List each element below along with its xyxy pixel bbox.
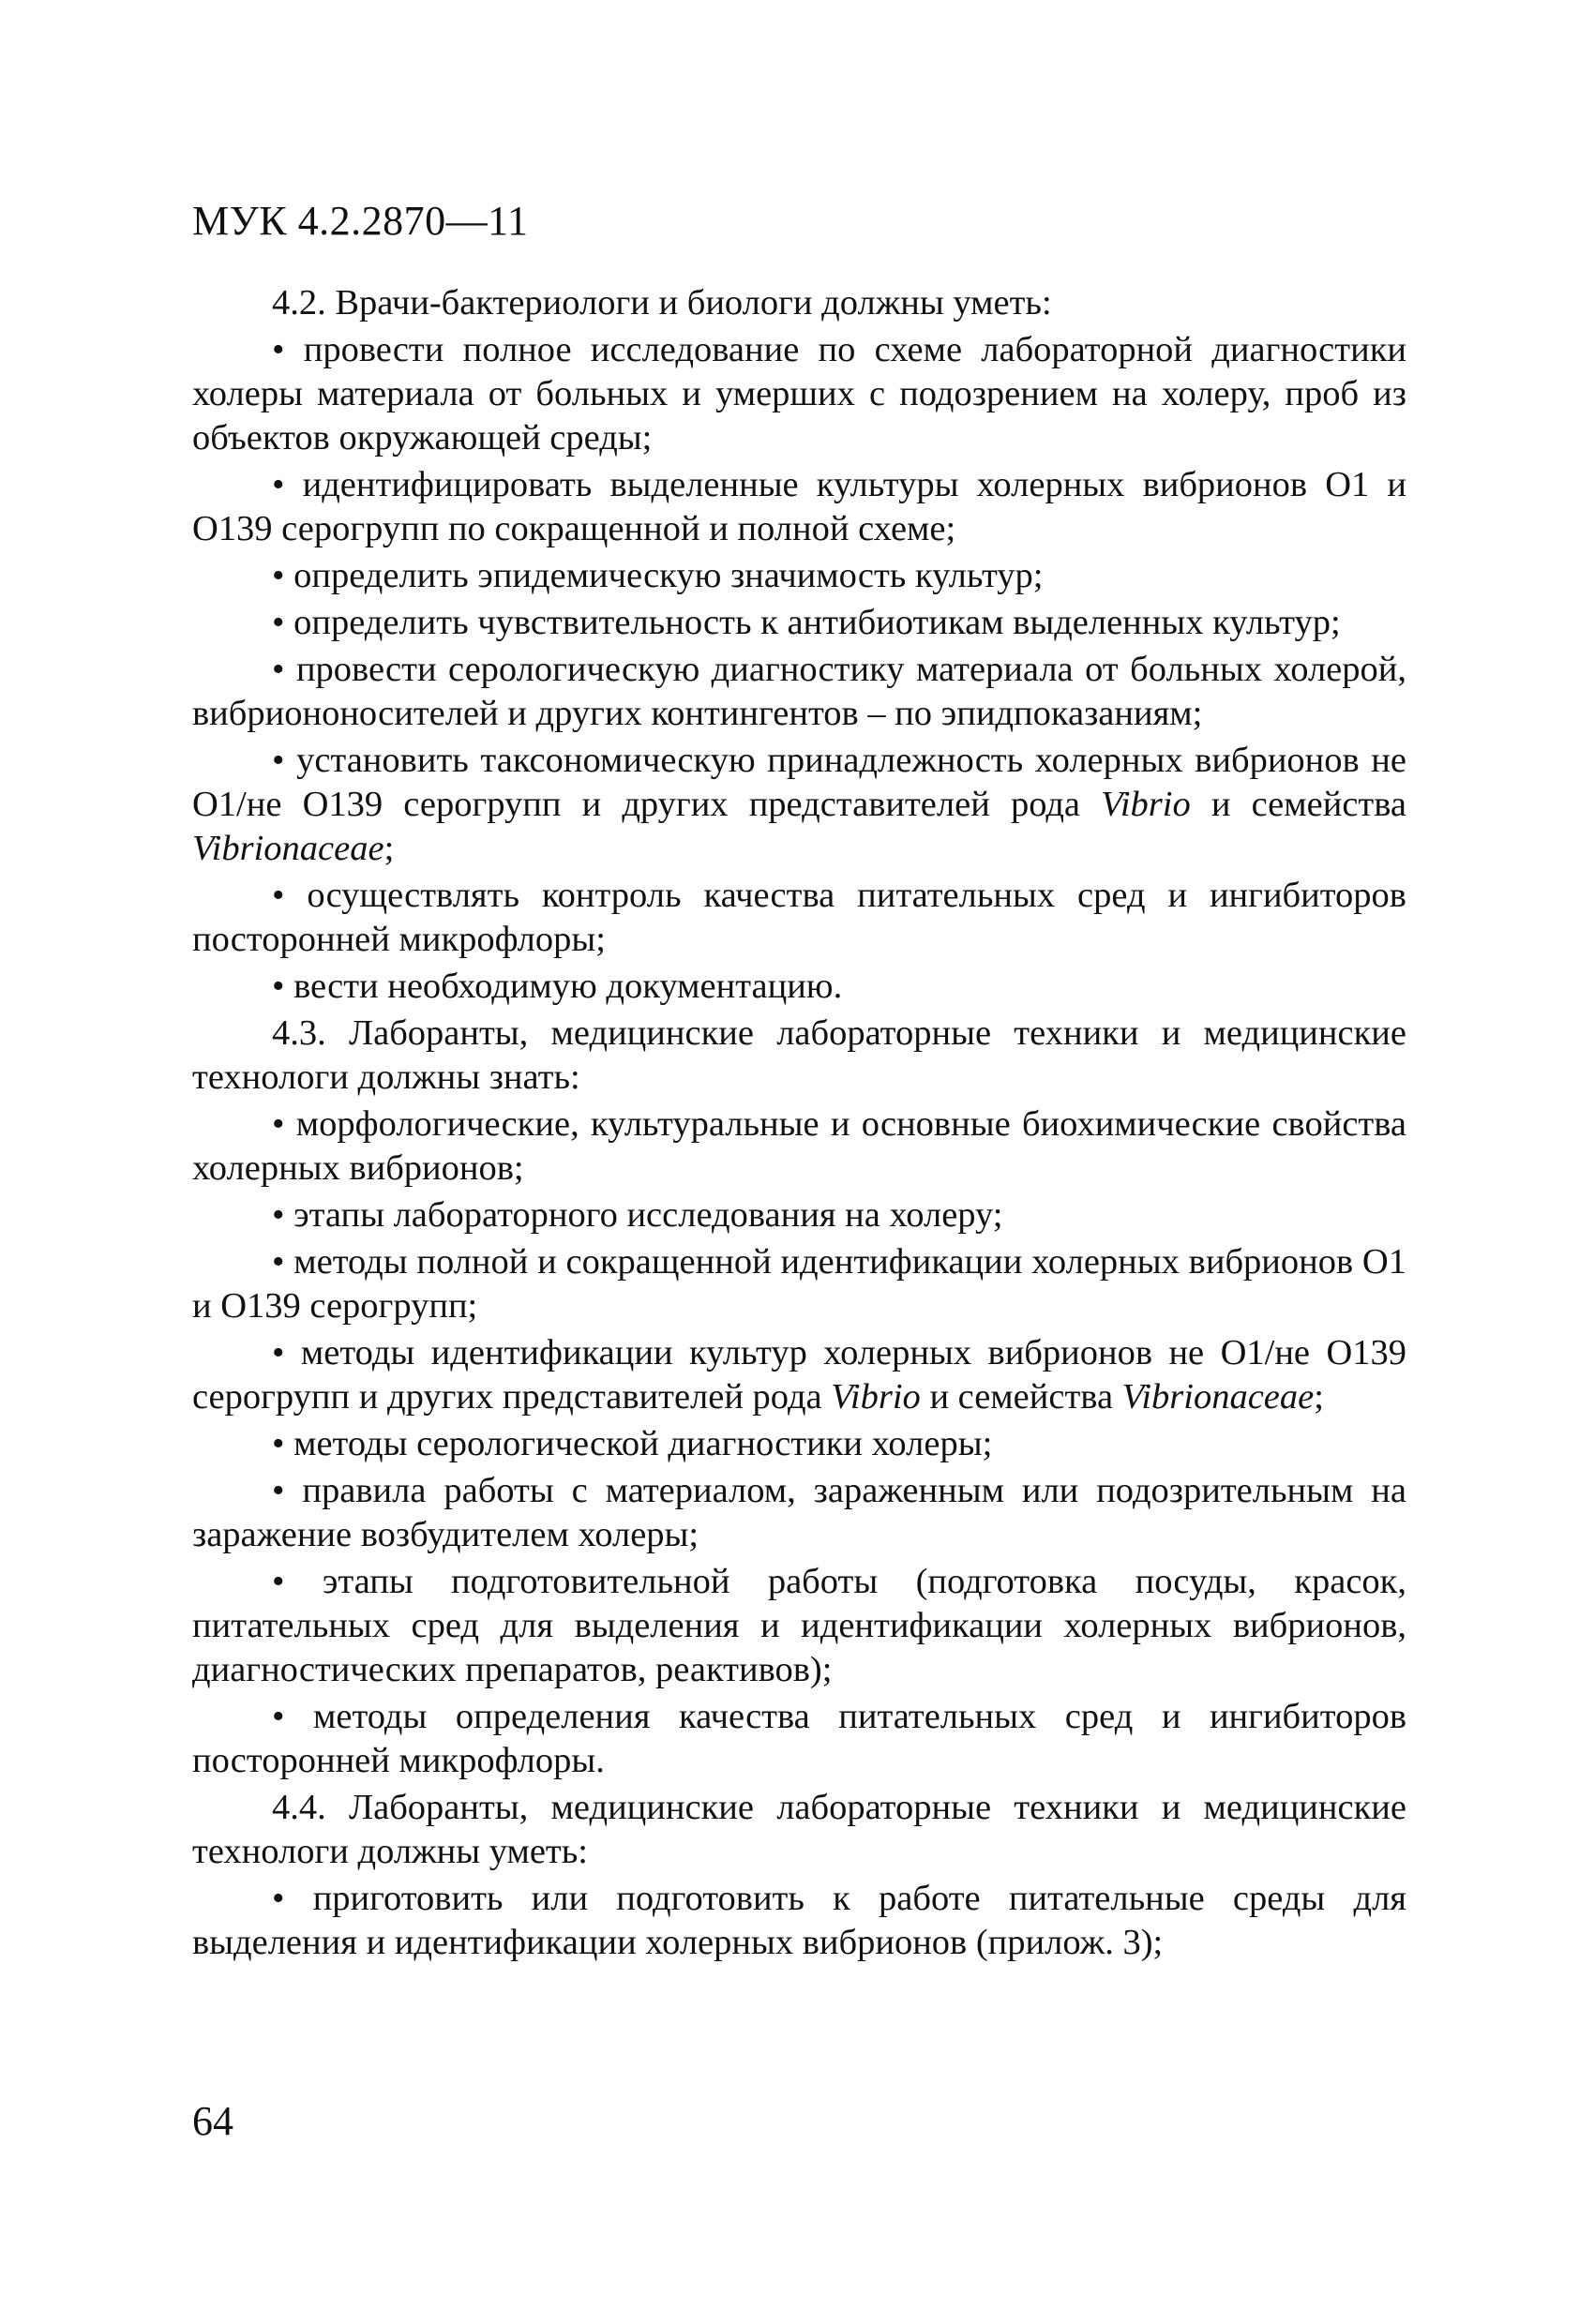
list-item: • приготовить или подготовить к работе питательные среды для выделения и идентификации холерных вибрионов (прилож. 3); (192, 1879, 1406, 1962)
text-run: и семейства (920, 1377, 1122, 1417)
text-run: • методы идентификации культур холерных вибрионов не О1/не О139 серогрупп и других представителей рода (192, 1333, 1406, 1417)
list-item: • морфологические, культуральные и основные биохимические свойства холерных вибрионов; (192, 1104, 1406, 1188)
list-item: • этапы лабораторного исследования на холеру; (272, 1195, 1003, 1235)
list-item: • провести серологическую диагностику материала от больных холерой, вибриононосителей и других контингентов – по эпидпоказаниям; (192, 650, 1406, 733)
list-item: • методы серологической диагностики холеры; (272, 1424, 993, 1463)
list-item (192, 739, 1406, 871)
page-number: 64 (192, 2098, 233, 2144)
document-body (192, 281, 1406, 1965)
family-name: Vibrionaceae (192, 829, 384, 868)
section-heading-4-3: 4.3. Лаборанты, медицинские лабораторные техники и медицинские технологи должны знать: (192, 1013, 1406, 1097)
list-item: • этапы подготовительной работы (подготовка посуды, красок, питательных сред для выделения и идентификации холерных вибрионов, диагностических препаратов, реактивов); (192, 1562, 1406, 1689)
list-item (192, 1331, 1406, 1419)
document-header: МУК 4.2.2870—11 (192, 198, 529, 244)
list-item: • определить чувствительность к антибиотикам выделенных культур; (272, 603, 1341, 642)
list-item: • осуществлять контроль качества питательных сред и ингибиторов посторонней микрофлоры; (192, 876, 1406, 959)
text-run: ; (383, 829, 395, 868)
text-run: и семейства (1190, 785, 1406, 824)
list-item: • идентифицировать выделенные культуры холерных вибрионов О1 и О139 серогрупп по сокращенной и полной схеме; (192, 465, 1406, 548)
section-heading-4-2: 4.2. Врачи-бактериологи и биологи должны уметь: (272, 283, 1052, 322)
genus-name: Vibrio (1101, 785, 1191, 824)
family-name: Vibrionaceae (1121, 1377, 1315, 1417)
list-item: • методы определения качества питательных сред и ингибиторов посторонней микрофлоры. (192, 1697, 1406, 1780)
genus-name: Vibrio (831, 1377, 921, 1417)
section-heading-4-4: 4.4. Лаборанты, медицинские лабораторные техники и медицинские технологи должны уметь: (192, 1788, 1406, 1871)
list-item: • вести необходимую документацию. (272, 967, 843, 1006)
list-item: • провести полное исследование по схеме лабораторной диагностики холеры материала от больных и умерших с подозрением на холеру, проб из объектов окружающей среды; (192, 330, 1406, 457)
list-item: • методы полной и сокращенной идентификации холерных вибрионов О1 и О139 серогрупп; (192, 1242, 1406, 1326)
text-run: • установить таксономическую принадлежность холерных вибрионов не О1/не О139 серогрупп и других представителей рода (192, 741, 1406, 824)
list-item: • правила работы с материалом, зараженным или подозрительным на заражение возбудителем холеры; (192, 1471, 1406, 1554)
text-run: ; (1314, 1377, 1324, 1417)
list-item: • определить эпидемическую значимость культур; (272, 556, 1044, 595)
